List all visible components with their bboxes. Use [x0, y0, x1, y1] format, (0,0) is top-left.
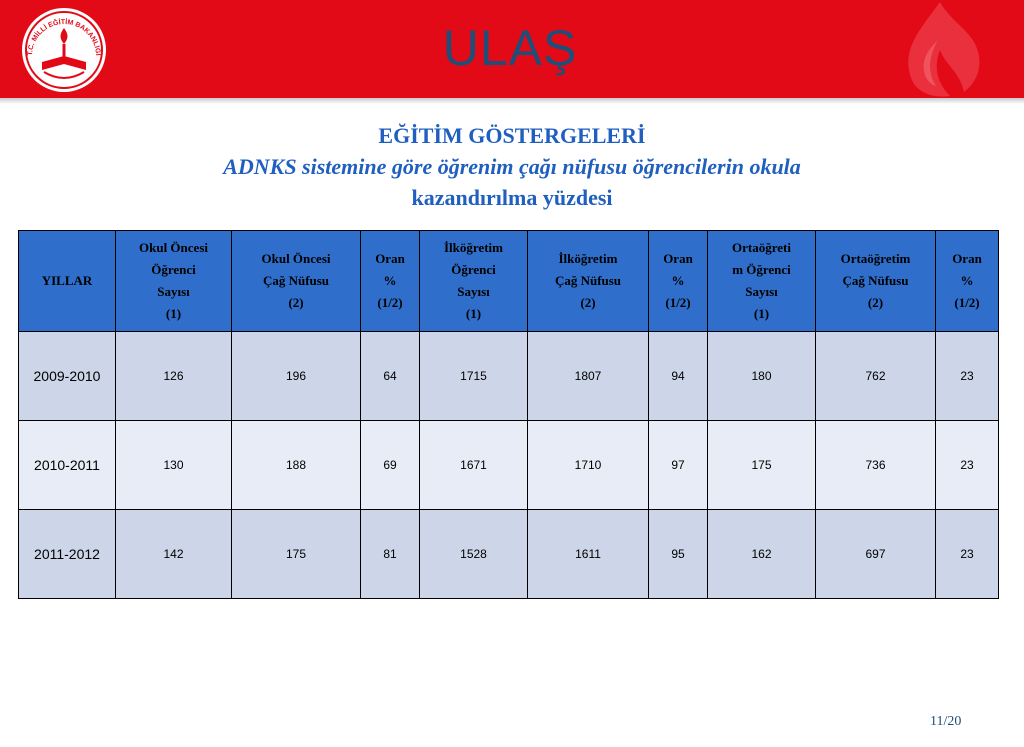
- table-cell: 97: [649, 421, 708, 510]
- header-line: %: [383, 273, 397, 288]
- header-preschool-population: [232, 231, 361, 332]
- table-cell: 736: [816, 421, 936, 510]
- table-cell: 697: [816, 510, 936, 599]
- table-cell: 94: [649, 332, 708, 421]
- header-line: Çağ Nüfusu: [262, 273, 330, 288]
- table-cell: 142: [116, 510, 232, 599]
- header-shadow: [0, 98, 1024, 104]
- table-cell: 1710: [528, 421, 649, 510]
- year-cell: 2010-2011: [19, 421, 116, 510]
- subtitle-line-2: ADNKS sistemine göre öğrenim çağı nüfusu öğrencilerin okula: [223, 154, 801, 179]
- subtitle-line-1: EĞİTİM GÖSTERGELERİ: [378, 123, 646, 148]
- header-line: Okul Öncesi: [261, 251, 331, 266]
- header-line: Sayısı: [157, 284, 190, 299]
- table-cell: 175: [708, 421, 816, 510]
- header-line: İlköğretim: [444, 240, 503, 255]
- header-line: Öğrenci: [451, 262, 496, 277]
- header-line: Sayısı: [745, 284, 778, 299]
- header-line: Çağ Nüfusu: [554, 273, 622, 288]
- header-line: (1): [465, 306, 482, 321]
- header-line: Okul Öncesi: [139, 240, 208, 255]
- table-cell: 130: [116, 421, 232, 510]
- table-cell: 23: [936, 332, 999, 421]
- header-line: İlköğretim: [558, 251, 618, 266]
- header-preschool-students: [116, 231, 232, 332]
- table-cell: 196: [232, 332, 361, 421]
- header-line: Ortaöğretim: [840, 251, 911, 266]
- table-cell: 1715: [420, 332, 528, 421]
- header-line: Öğrenci: [151, 262, 196, 277]
- header-line: Oran: [663, 251, 693, 266]
- table-cell: 95: [649, 510, 708, 599]
- table-cell: 69: [361, 421, 420, 510]
- header-line: m Öğrenci: [732, 262, 791, 277]
- header-secondary-ratio: [936, 231, 999, 332]
- header-bar: [0, 0, 1024, 98]
- page-title: ULAŞ: [442, 20, 578, 76]
- header-line: Ortaöğreti: [732, 240, 791, 255]
- year-cell: 2009-2010: [19, 332, 116, 421]
- subtitle-line-3: kazandırılma yüzdesi: [411, 185, 613, 210]
- table-cell: 1807: [528, 332, 649, 421]
- header-line: (1/2): [665, 295, 691, 310]
- header-line: %: [960, 273, 974, 288]
- header-primary-ratio: [649, 231, 708, 332]
- table-cell: 175: [232, 510, 361, 599]
- header-line: %: [671, 273, 685, 288]
- table-cell: 1611: [528, 510, 649, 599]
- table-row: [19, 421, 999, 510]
- header-preschool-ratio: [361, 231, 420, 332]
- header-line: (2): [867, 295, 884, 310]
- table-cell: 188: [232, 421, 361, 510]
- slide-subtitle: [60, 120, 964, 213]
- header-years: [19, 231, 116, 332]
- table-cell: 81: [361, 510, 420, 599]
- svg-text:T.C. MİLLİ EĞİTİM BAKANLIĞI: T.C. MİLLİ EĞİTİM BAKANLIĞI: [26, 18, 102, 56]
- table-cell: 23: [936, 510, 999, 599]
- table-cell: 1528: [420, 510, 528, 599]
- table-cell: 1671: [420, 421, 528, 510]
- table-cell: 180: [708, 332, 816, 421]
- page-number: 11/20: [930, 714, 962, 729]
- ministry-logo: [14, 6, 114, 94]
- header-line: (1): [753, 306, 770, 321]
- table-cell: 162: [708, 510, 816, 599]
- header-line: Oran: [375, 251, 405, 266]
- statistics-table: [18, 230, 999, 599]
- table-cell: 762: [816, 332, 936, 421]
- header-line: (1/2): [954, 295, 980, 310]
- header-line: Oran: [952, 251, 982, 266]
- table-cell: 23: [936, 421, 999, 510]
- table-row: [19, 510, 999, 599]
- year-cell: 2011-2012: [19, 510, 116, 599]
- header-line: (1/2): [377, 295, 403, 310]
- header-line: Çağ Nüfusu: [842, 273, 909, 288]
- header-line: YILLAR: [41, 273, 93, 288]
- table-cell: 126: [116, 332, 232, 421]
- header-line: (1): [165, 306, 182, 321]
- table-header-row: [19, 231, 999, 332]
- table-cell: 64: [361, 332, 420, 421]
- table-row: [19, 332, 999, 421]
- header-line: (2): [288, 295, 304, 310]
- header-line: Sayısı: [457, 284, 490, 299]
- header-secondary-students: [708, 231, 816, 332]
- header-line: (2): [580, 295, 596, 310]
- header-secondary-population: [816, 231, 936, 332]
- header-primary-students: [420, 231, 528, 332]
- flame-icon: [880, 0, 1000, 98]
- header-primary-population: [528, 231, 649, 332]
